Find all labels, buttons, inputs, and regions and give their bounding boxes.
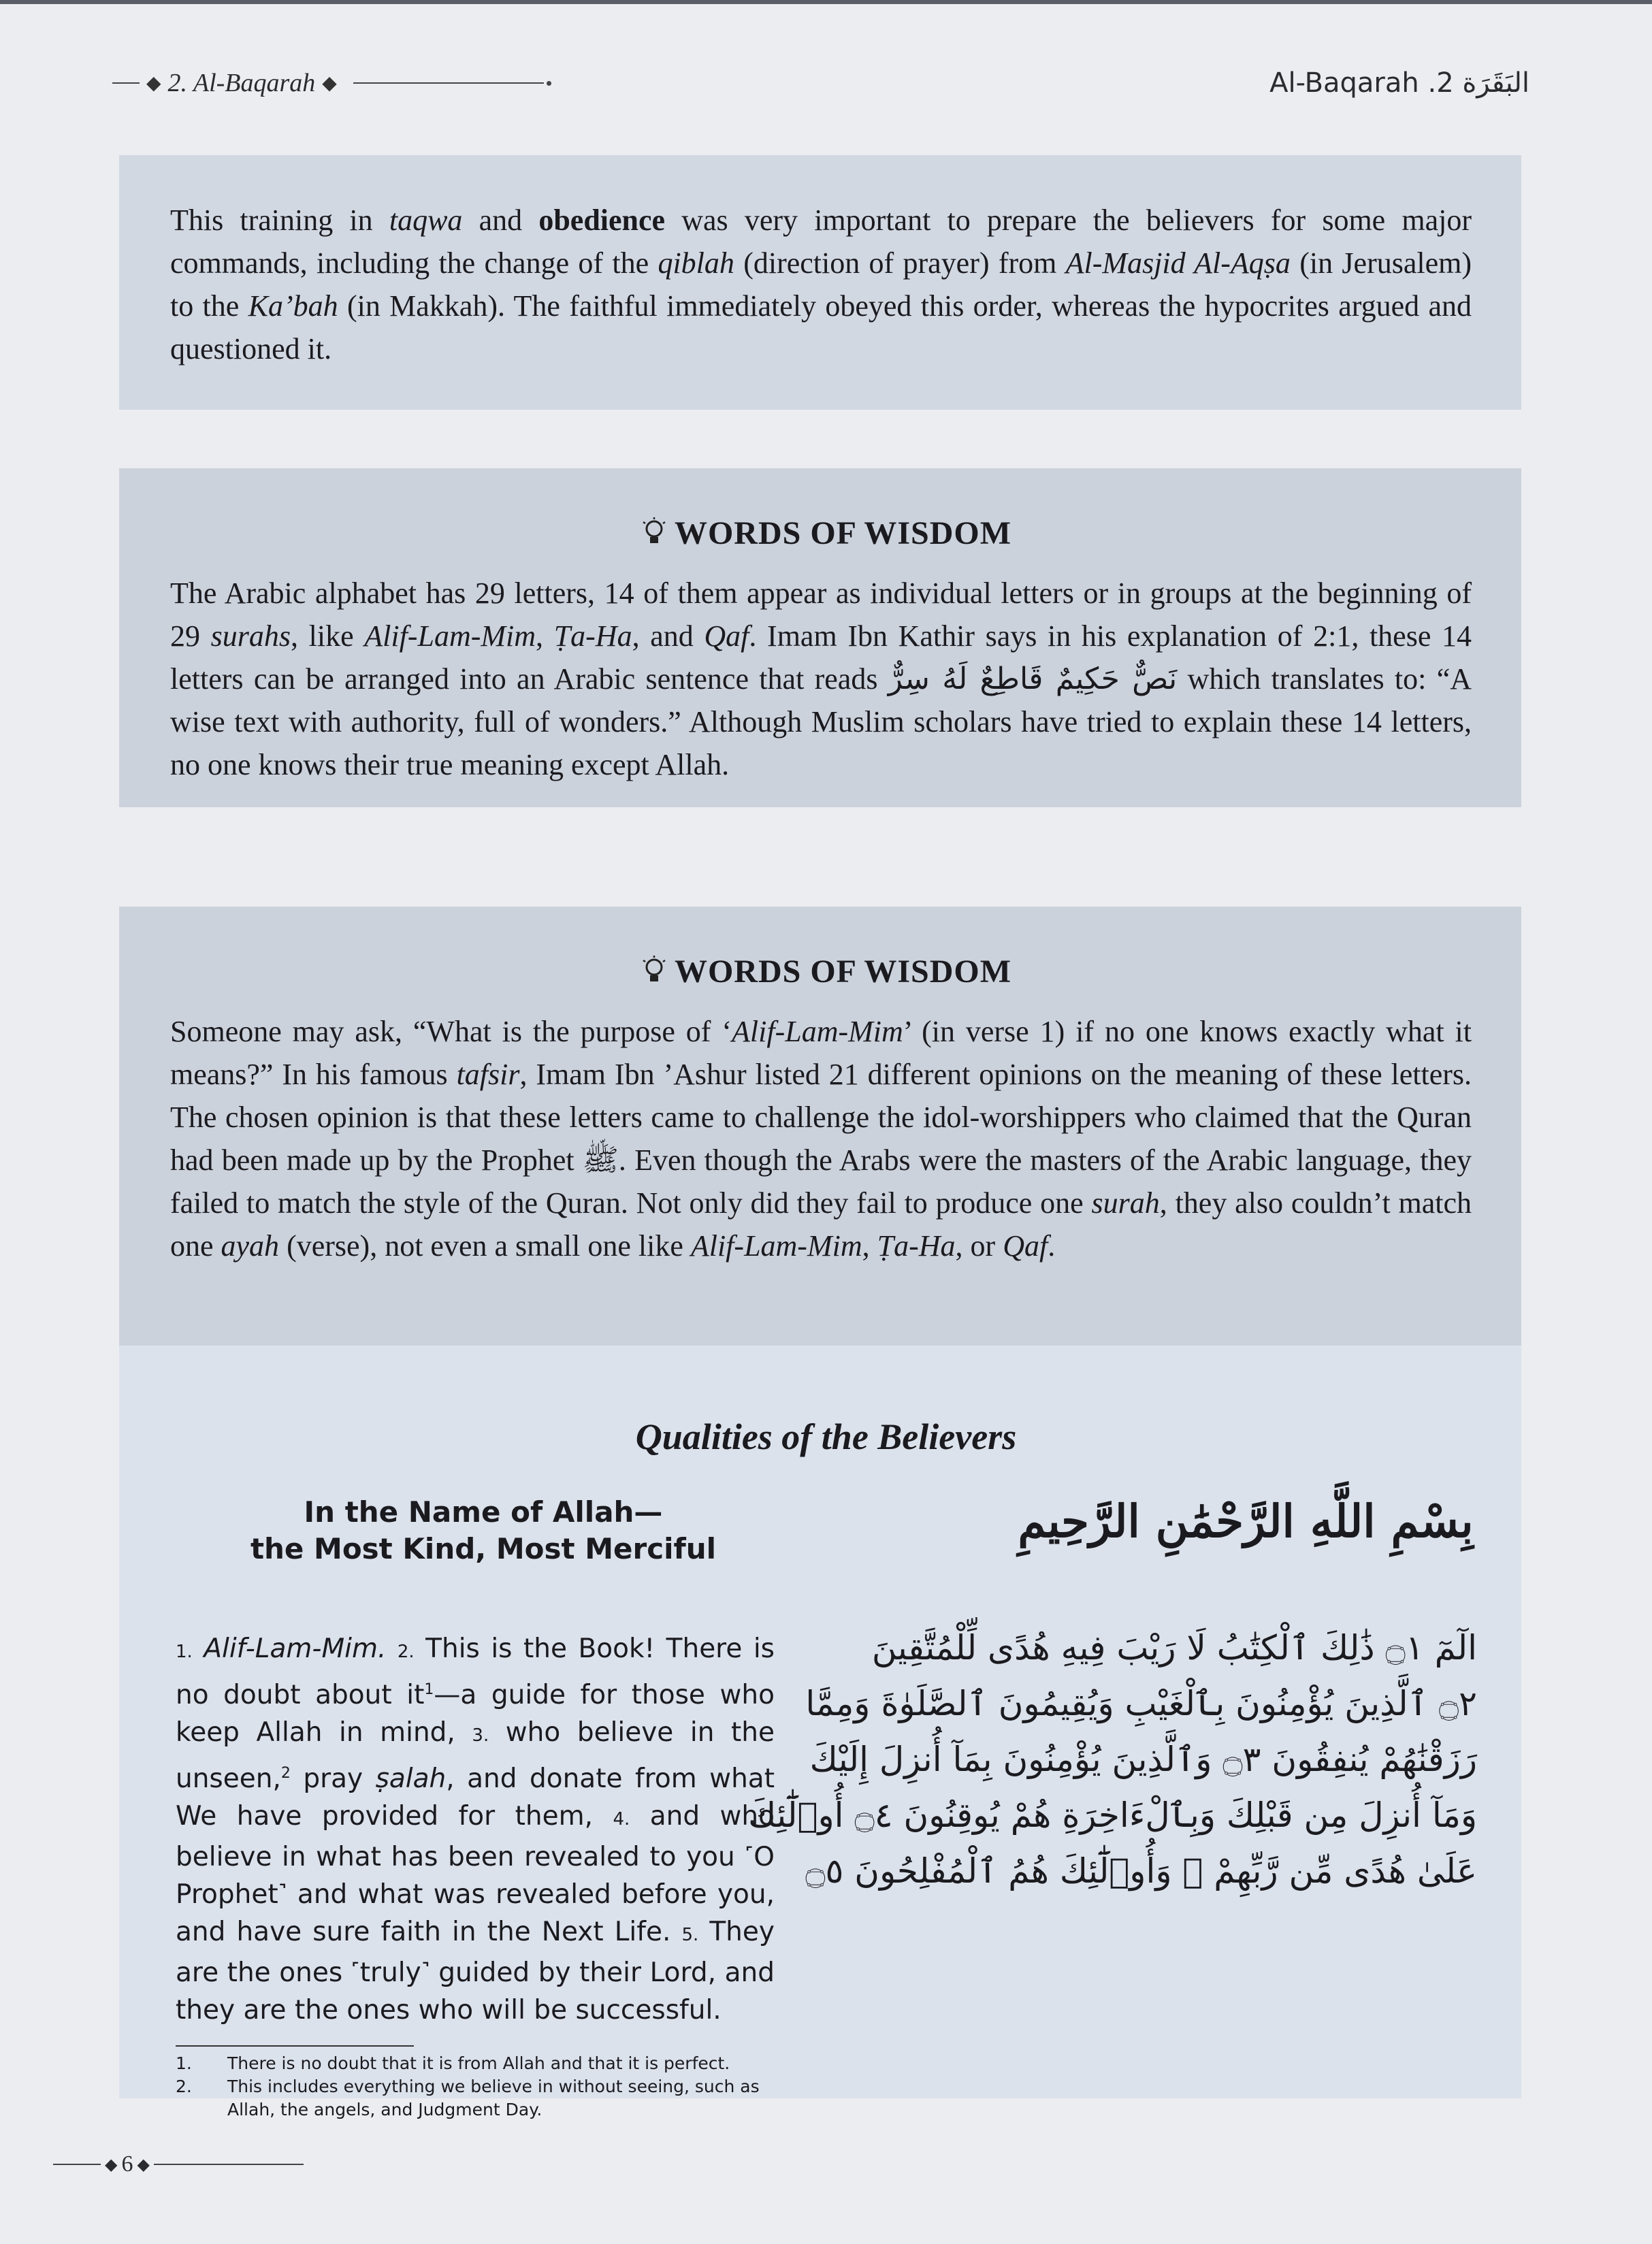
folio-rule: [154, 2164, 304, 2165]
basmala-english: In the Name of Allah— the Most Kind, Most Merciful: [250, 1495, 717, 1565]
ayah-line: الٓمٓ ۝١ ذَٰلِكَ ٱلْكِتَٰبُ لَا رَيْبَ فِيهِ هُدًى لِّلْمُتَّقِينَ: [871, 1628, 1477, 1668]
header-rule-left: [112, 82, 140, 84]
ayah-line: رَزَقْنَٰهُمْ يُنفِقُونَ ۝٣ وَٱلَّذِينَ يُؤْمِنُونَ بِمَآ أُنزِلَ إِلَيْكَ: [809, 1740, 1477, 1779]
header-dot: [547, 81, 551, 86]
footnotes: [176, 2052, 775, 2121]
footnote: 2. This includes everything we believe in without seeing, such as Allah, the angels, and Judgment Day.: [176, 2077, 760, 2119]
arabic-verses: [748, 1620, 1477, 1899]
folio-rule: [53, 2164, 101, 2165]
ayah-line: عَلَىٰ هُدًى مِّن رَّبِّهِمْ ۖ وَأُو۟لَٰٓئِكَ هُمُ ٱلْمُفْلِحُونَ ۝٥: [805, 1851, 1477, 1891]
wisdom-paragraph-1: The Arabic alphabet has 29 letters, 14 of them appear as individual letters or in groups at the beginning of 29 surahs, like Alif-Lam-Mim, Ṭa-Ha, and Qaf. Imam Ibn Kathir says in his explanation of 2:1, these 14 letters can be arranged into an Arabic sentence that reads نَصٌّ حَكِيمٌ قَاطِعٌ لَهُ سِرٌّ which translates to: “A wise text with authority, full of wonders.” Although Muslim scholars have tried to explain these 14 letters, no one knows their true meaning except Allah.: [170, 576, 1472, 781]
arabic-phrase: نَصٌّ حَكِيمٌ قَاطِعٌ لَهُ سِرٌّ: [888, 662, 1178, 696]
page-edge: [0, 0, 1652, 4]
taqwa-paragraph: This training in taqwa and obedience was very important to prepare the believers for some major commands, including the change of the qiblah (direction of prayer) from Al-Masjid Al-Aqṣa (in Jerusalem) to the Ka’bah (in Makkah). The faithful immediately obeyed this order, whereas the hypocrites argued and questioned it.: [170, 204, 1472, 365]
header-rule: [353, 82, 544, 84]
wisdom-heading-1: WORDS OF WISDOM: [0, 515, 1652, 552]
wisdom-paragraph-2: Someone may ask, “What is the purpose of ‘Alif-Lam-Mim’ (in verse 1) if no one knows exactly what it means?” In his famous tafsir, Imam Ibn ’Ashur listed 21 different opinions on the meaning of these letters. The chosen opinion is that these letters came to challenge the idol-worshippers who claimed that the Quran had been made up by the Prophet ﷺ. Even though the Arabs were the masters of the Arabic language, they failed to match the style of the Quran. Not only did they fail to produce one surah, they also couldn’t match one ayah (verse), not even a small one like Alif-Lam-Mim, Ṭa-Ha, or Qaf.: [170, 1015, 1472, 1263]
footnote-rule: [176, 2045, 414, 2047]
ayah-line: وَمَآ أُنزِلَ مِن قَبْلِكَ وَبِٱلْءَاخِرَةِ هُمْ يُوقِنُونَ ۝٤ أُو۟لَٰٓئِكَ: [748, 1795, 1477, 1835]
lightbulb-icon: [641, 955, 668, 986]
lightbulb-icon: [641, 517, 668, 548]
section-title: Qualities of the Believers: [635, 1416, 1017, 1457]
ayah-line: ۝٢ ٱلَّذِينَ يُؤْمِنُونَ بِٱلْغَيْبِ وَيُقِيمُونَ ٱلصَّلَوٰةَ وَمِمَّا: [805, 1684, 1477, 1723]
header-chapter: 2. Al-Baqarah: [167, 69, 316, 97]
footnote: 1. There is no doubt that it is from Allah and that it is perfect.: [176, 2053, 730, 2073]
ornament-icon: ◆: [105, 2156, 118, 2174]
basmala-calligraphy: بِسْمِ اللَّهِ الرَّحْمَٰنِ الرَّحِيمِ: [1018, 1495, 1474, 1548]
wisdom-heading-2: WORDS OF WISDOM: [0, 953, 1652, 990]
ornament-icon: ◆: [322, 73, 337, 94]
running-header-right: البَقَرَة 2. Al-Baqarah: [1269, 67, 1529, 99]
ornament-icon: ◆: [137, 2156, 150, 2174]
running-header-left: [112, 63, 551, 103]
ornament-icon: ◆: [146, 73, 161, 94]
page-number: ◆ 6 ◆: [53, 2147, 304, 2181]
verse-translation: 1. Alif-Lam-Mim. 2. This is the Book! There is no doubt about $it^1—a$ guide for those who keep Allah in mind, 3. who believe in the unseen,$^2$ pray ṣalah, and donate from what We have provided for them, 4. and who believe in what has been revealed to you ˹O Prophet˺ and what was revealed before you, and have sure faith in the Next Life. 5. They are the ones ˹truly˺ guided by their Lord, and they are the ones who will be successful.: [176, 1633, 775, 2026]
